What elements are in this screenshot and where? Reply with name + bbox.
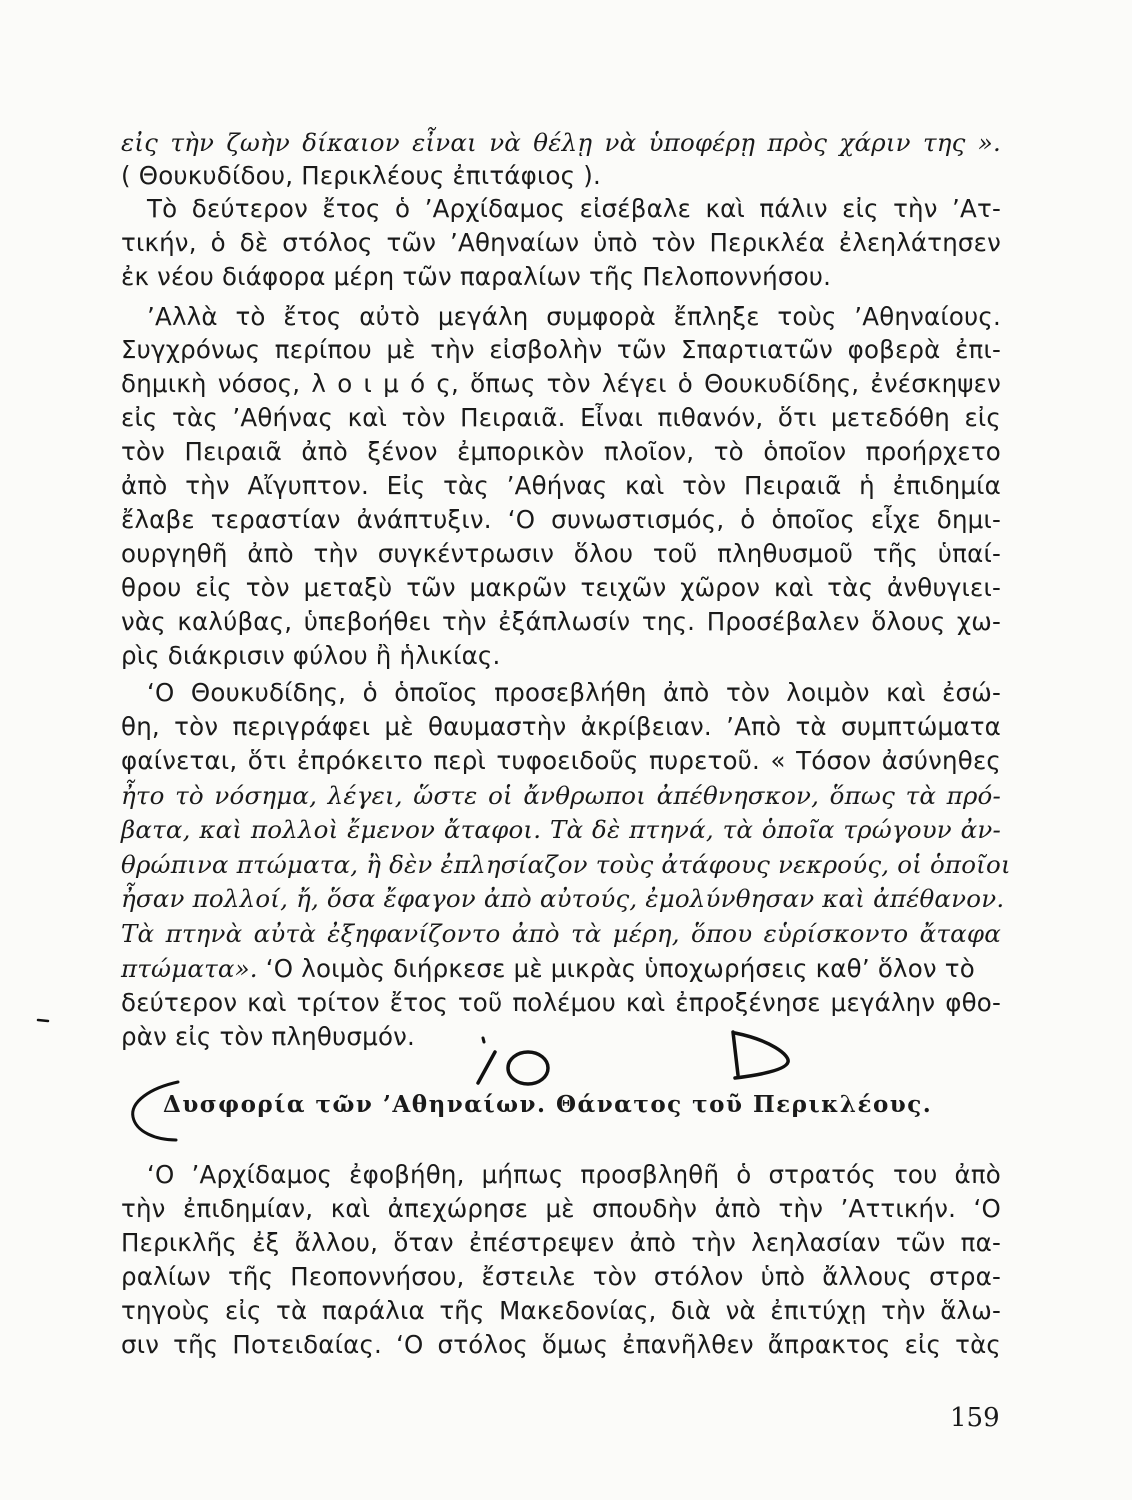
text-line-8: δημικὴ νόσος, λ ο ι μ ό ς, ὅπως τὸν λέγει ὁ Θουκυδίδης, ἐνέσκηψεν (121, 369, 1001, 398)
text-line-2: ( Θουκυδίδου, Περικλέους ἐπιτάφιος ). (121, 161, 601, 190)
text-line-33: σιν τῆς Ποτειδαίας. ‘Ο στόλος ὅμως ἐπανῆλθεν ἄπρακτος εἰς τὰς (121, 1330, 1001, 1359)
text-line-16: ρὶς διάκρισιν φύλου ἢ ἡλικίας. (121, 641, 501, 670)
text-line-30: Περικλῆς ἐξ ἄλλου, ὅταν ἐπέστρεψεν ἀπὸ τὴν λεηλασίαν τῶν πα- (121, 1228, 1001, 1257)
handwritten-zero-stroke (508, 1052, 548, 1084)
text-line-14: θρου εἰς τὸν μεταξὺ τῶν μακρῶν τειχῶν χῶρον καὶ τὰς ἀνθυγιει- (121, 573, 1001, 602)
text-line-24: Τὰ πτηνὰ αὐτὰ ἐξηφανίζοντο ἀπὸ τὰ μέρη, ὅπου εὑρίσκοντο ἄταφα (121, 919, 1001, 948)
text-line-1: εἰς τὴν ζωὴν δίκαιον εἶναι νὰ θέλῃ νὰ ὑποφέρῃ πρὸς χάριν της ». (121, 128, 1001, 157)
text-line-21: βατα, καὶ πολλοὶ ἔμενον ἄταφοι. Τὰ δὲ πτηνά, τὰ ὁποῖα τρώγουν ἀν- (121, 815, 1001, 844)
text-line-29: τὴν ἐπιδημίαν, καὶ ἀπεχώρησε μὲ σπουδὴν ἀπὸ τὴν ’Αττικήν. ‘Ο (121, 1194, 1001, 1223)
handwritten-ten (478, 1052, 548, 1084)
text-line-18: θη, τὸν περιγράφει μὲ θαυμαστὴν ἀκρίβειαν. ’Απὸ τὰ συμπτώματα (121, 712, 1001, 741)
text-line-7: Συγχρόνως περίπου μὲ τὴν εἰσβολὴν τῶν Σπαρτιατῶν φοβερὰ ἐπι- (121, 335, 1001, 364)
text-line-15: νὰς καλύβας, ὑπεβοήθει τὴν ἐξάπλωσίν της. Προσέβαλεν ὅλους χω- (121, 607, 1001, 636)
text-line-3: Τὸ δεύτερον ἔτος ὁ ’Αρχίδαμος εἰσέβαλε καὶ πάλιν εἰς τὴν ’Ατ- (147, 194, 1001, 223)
text-line-20: ἦτο τὸ νόσημα, λέγει, ὥστε οἱ ἄνθρωποι ἀπέθνησκον, ὅπως τὰ πρό- (121, 781, 1001, 810)
text-line-13: ουργηθῆ ἀπὸ τὴν συγκέντρωσιν ὅλου τοῦ πληθυσμοῦ τῆς ὑπαί- (121, 539, 1001, 568)
section-heading: Δυσφορία τῶν ’Αθηναίων. Θάνατος τοῦ Περικλέους. (163, 1091, 933, 1118)
text-line-5: ἐκ νέου διάφορα μέρη τῶν παραλίων τῆς Πελοποννήσου. (121, 262, 832, 291)
page-number: 159 (950, 1403, 1000, 1433)
text-line-27: ρὰν εἰς τὸν πληθυσμόν. (121, 1022, 416, 1051)
text-line-32: τηγοὺς εἰς τὰ παράλια τῆς Μακεδονίας, διὰ νὰ ἐπιτύχῃ τὴν ἅλω- (121, 1296, 1001, 1325)
text-line-11: ἀπὸ τὴν Αἴγυπτον. Εἰς τὰς ’Αθήνας καὶ τὸν Πειραιᾶ ἡ ἐπιδημία (121, 471, 1001, 500)
text-line-17: ‘Ο Θουκυδίδης, ὁ ὁποῖος προσεβλήθη ἀπὸ τὸν λοιμὸν καὶ ἐσώ- (147, 678, 1001, 707)
quote-end: πτώματα». (121, 954, 258, 983)
text-line-4: τικήν, ὁ δὲ στόλος τῶν ’Αθηναίων ὑπὸ τὸν Περικλέα ἐλεηλάτησεν (121, 228, 1001, 257)
text-line-26: δεύτερον καὶ τρίτον ἔτος τοῦ πολέμου καὶ ἐπροξένησε μεγάλην φθο- (121, 988, 1001, 1017)
handwritten-one-stroke (478, 1052, 495, 1083)
text-line-10: τὸν Πειραιᾶ ἀπὸ ξένον ἐμπορικὸν πλοῖον, τὸ ὁποῖον προήρχετο (121, 437, 1001, 466)
text-line-25-rest: ‘Ο λοιμὸς διήρκεσε μὲ μικρὰς ὑποχωρήσεις καθ’ ὅλον τὸ (265, 954, 975, 983)
text-line-12: ἔλαβε τεραστίαν ἀνάπτυξιν. ‘Ο συνωστισμός, ὁ ὁποῖος εἶχε δημι- (121, 505, 1001, 534)
text-line-23: ἦσαν πολλοί, ἤ, ὅσα ἔφαγον ἀπὸ αὐτούς, ἐμολύνθησαν καὶ ἀπέθανον. (121, 884, 1005, 913)
text-line-25 (121, 953, 1001, 985)
text-line-31: ραλίων τῆς Πεοποννήσου, ἔστειλε τὸν στόλον ὑπὸ ἄλλους στρα- (121, 1262, 1001, 1291)
text-line-28: ‘Ο ’Αρχίδαμος ἐφοβήθη, μήπως προσβληθῆ ὁ στρατός του ἀπὸ (147, 1160, 1001, 1189)
text-line-6: ’Αλλὰ τὸ ἔτος αὐτὸ μεγάλη συμφορὰ ἔπληξε τοὺς ’Αθηναίους. (147, 302, 1001, 331)
margin-mark (38, 1020, 48, 1021)
text-line-9: εἰς τὰς ’Αθήνας καὶ τὸν Πειραιᾶ. Εἶναι πιθανόν, ὅτι μετεδόθη εἰς (121, 403, 1001, 432)
text-line-22: θρώπινα πτώματα, ἢ δὲν ἐπλησίαζον τοὺς ἀτάφους νεκρούς, οἱ ὁποῖοι (121, 850, 1011, 879)
text-line-19: φαίνεται, ὅτι ἐπρόκειτο περὶ τυφοειδοῦς πυρετοῦ. « Τόσον ἀσύνηθες (121, 746, 1001, 775)
